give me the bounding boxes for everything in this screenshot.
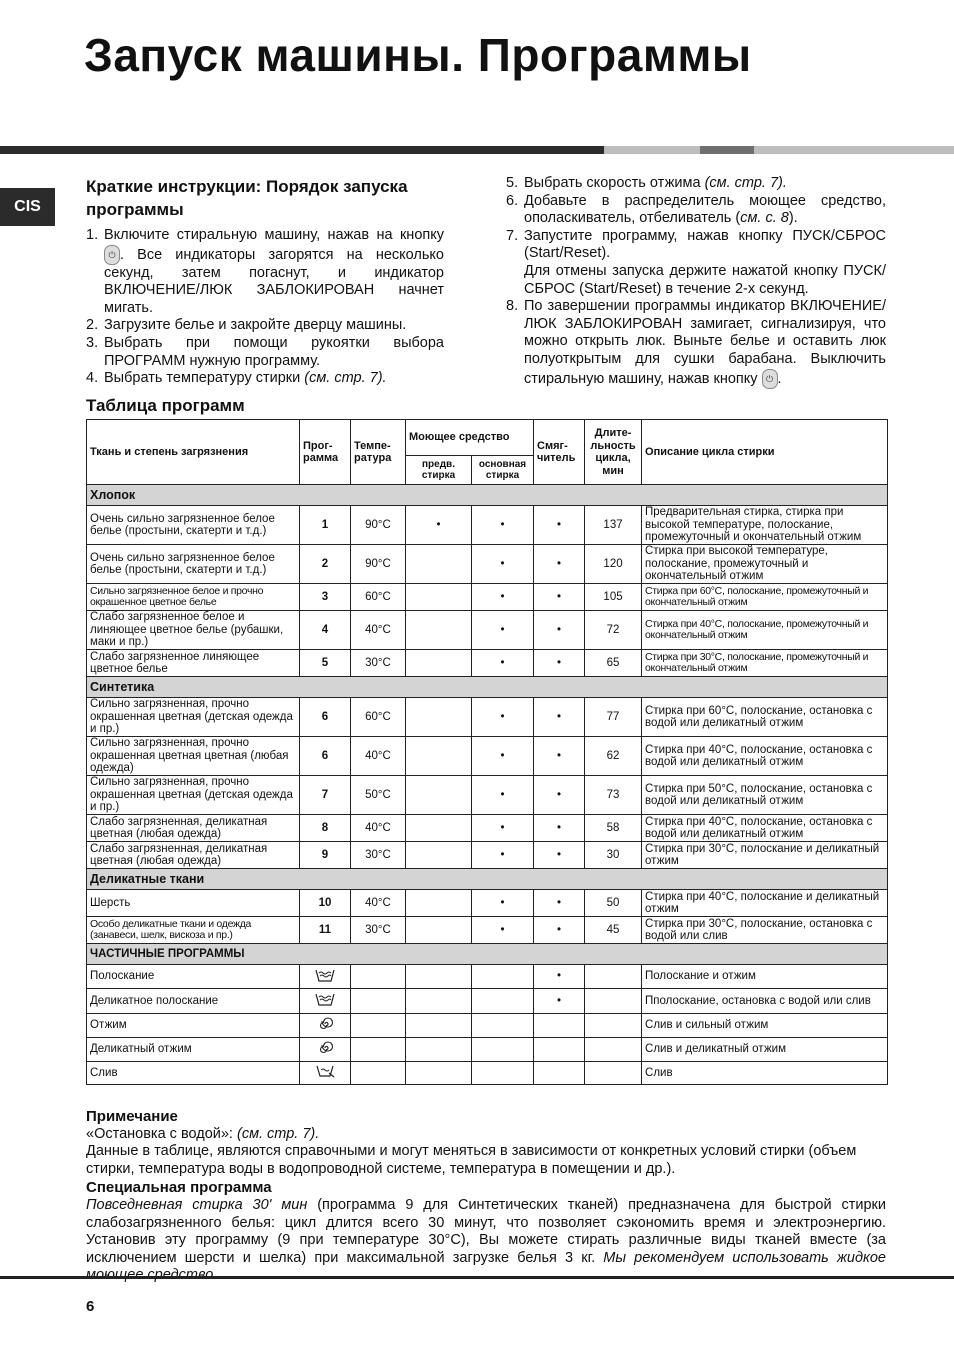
special-heading: Специальная программа [86,1179,272,1197]
table-row: Очень сильно загрязненное белое белье (простыни, скатерти и т.д.) 1 90°C • • • 137 Предварительная стирка, стирка при высокой температуре, полоскание, промежуточный и окончательный отжим [87,506,888,545]
spin-symbol-icon [315,1041,335,1055]
table-row: Сильно загрязненная, прочно окрашенная цветная цветная (любая одежда) 6 40°C • • 62 Стирка при 40°C, полоскание, остановка с водой или деликатный отжим [87,737,888,776]
programs-table [86,419,888,1085]
table-row: Сильно загрязненное белое и прочно окрашенное цветное белье 3 60°C • • 105 Стирка при 60°C, полоскание, промежуточный и окончательный отжим [87,584,888,611]
table-row: Слив Слив [87,1062,888,1085]
section-row: Синтетика [87,677,888,698]
header-temperature: Темпе-ратура [351,420,406,485]
note-line-2: Данные в таблице, являются справочными и могут меняться в зависимости от конкретных условий стирки (объем стирки, температура воды в водопроводной системе, температура в помещении и др.). [86,1143,857,1177]
page-title: Запуск машины. Программы [84,29,752,81]
header-softener: Смяг-читель [534,420,585,485]
table-row: Отжим Слив и сильный отжим [87,1014,888,1038]
step-2: 2. Загрузите белье и закройте дверцу машины. [86,317,407,334]
note-line-1: «Остановка с водой»: (см. стр. 7). [86,1125,320,1142]
note-heading: Примечание [86,1108,178,1125]
table-row: Деликатное полоскание • Пполоскание, остановка с водой или слив [87,989,888,1014]
step-1: 1. Включите стиральную машину, нажав на кнопку ⏻ . Все индикаторы загорятся на несколько секунд, затем погаснут, и индикатор ВКЛЮЧЕНИЕ/ЛЮК ЗАБЛОКИРОВАН начнет мигать. [86,227,444,316]
header-bar-light [604,146,700,154]
step-3: 3. Выбрать при помощи рукоятки выбора ПРОГРАММ нужную программу. [86,334,444,369]
spin-symbol-icon [315,1017,335,1031]
table-row: Слабо загрязненная, деликатная цветная (любая одежда) 8 40°C • • 58 Стирка при 40°C, полоскание, остановка с водой или деликатный отжим [87,815,888,842]
header-bar-mid [700,146,754,154]
page-number: 6 [86,1298,95,1315]
table-row: Слабо загрязненная, деликатная цветная (любая одежда) 9 30°C • • 30 Стирка при 30°C, полоскание и деликатный отжим [87,842,888,869]
step-8: 8. По завершении программы индикатор ВКЛЮЧЕНИЕ/ЛЮК ЗАБЛОКИРОВАН замигает, сигнализируя, что можно открыть люк. Выньте белье и оставить люк полуоткрытым для сушки барабана. Выключить стиральную машину, нажав кнопку ⏻ . [506,298,886,388]
header-description: Описание цикла стирки [642,420,888,485]
rinse-symbol-icon [315,992,335,1006]
footer-rule [0,1276,954,1279]
header-program: Прог-рамма [300,420,351,485]
header-bar-light-end [754,146,954,154]
instructions-heading: Краткие инструкции: Порядок запуска программы [86,177,408,219]
table-row: Деликатный отжим Слив и деликатный отжим [87,1038,888,1062]
special-body: Повседневная стирка 30' мин (программа 9 для Синтетических тканей) предназначена для быстрой стирки слабозагрязненного белья: цикл длится всего 30 минут, что позволяет сэкономить время и электроэнергию. Установив эту программу (9 при температуре 30°C), Вы можете стирать различные виды тканей вместе (за исключением шерсти и шелка) при максимальной загрузке белья 3 кг. Мы рекомендуем использовать жидкое [86,1196,886,1266]
table-row: Шерсть 10 40°C • • 50 Стирка при 40°C, полоскание и деликатный отжим [87,890,888,917]
header-fabric: Ткань и степень загрязнения [87,420,300,485]
table-row: Сильно загрязненная, прочно окрашенная цветная (детская одежда и пр.) 6 60°C • • 77 Стирка при 60°C, полоскание, остановка с водой или деликатный отжим [87,698,888,737]
table-row: Особо деликатные ткани и одежда (занавеси, шелк, вискоза и пр.) 11 30°C • • 45 Стирка при 30°C, полоскание, остановка с водой или слив [87,917,888,944]
section-row: Хлопок [87,485,888,506]
instructions-left [86,175,444,388]
header-mainwash: основная стирка [472,456,534,485]
step-5: 5. Выбрать скорость отжима (см. стр. 7). [506,175,787,191]
header-prewash: предв. стирка [406,456,472,485]
table-row: Сильно загрязненная, прочно окрашенная цветная (детская одежда и пр.) 7 50°C • • 73 Стирка при 50°C, полоскание, остановка с водой или деликатный отжим [87,776,888,815]
table-row: Слабо загрязненное линяющее цветное белье 5 30°C • • 65 Стирка при 30°C, полоскание, промежуточный и окончательный отжим [87,650,888,677]
note-block [86,1108,886,1285]
table-row: Слабо загрязненное белое и линяющее цветное белье (рубашки, маки и пр.) 4 40°C • • 72 Стирка при 40°C, полоскание, промежуточный и окончательный отжим [87,611,888,650]
language-tab: CIS [0,188,55,226]
table-row: Полоскание • Полоскание и отжим [87,965,888,989]
power-button-icon: ⏻ [762,369,778,389]
instructions-right [506,175,886,389]
header-duration: Длите-льность цикла, мин [585,420,642,485]
rinse-symbol-icon [315,968,335,982]
power-button-icon: ⏻ [104,245,120,265]
section-row: Деликатные ткани [87,869,888,890]
section-row: ЧАСТИЧНЫЕ ПРОГРАММЫ [87,944,888,965]
drain-symbol-icon [315,1064,335,1078]
header-bar-dark [0,146,604,154]
step-4: 4. Выбрать температуру стирки (см. стр. 7). [86,370,387,387]
table-row: Очень сильно загрязненное белое белье (простыни, скатерти и т.д.) 2 90°C • • 120 Стирка при высокой температуре, полоскание, промежуточный и окончательный отжим [87,545,888,584]
step-6: 6. Добавьте в распределитель моющее средство, ополаскиватель, отбеливатель (см. с. 8). [506,192,886,227]
step-7: 7. Запустите программу, нажав кнопку ПУСК/СБРОС (Start/Reset). Для отмены запуска держите нажатой кнопку ПУСК/СБРОС (Start/Reset) в течение 2-х секунд. [506,227,886,297]
header-detergent: Моющее средство [406,420,534,456]
table-heading: Таблица программ [86,396,245,415]
